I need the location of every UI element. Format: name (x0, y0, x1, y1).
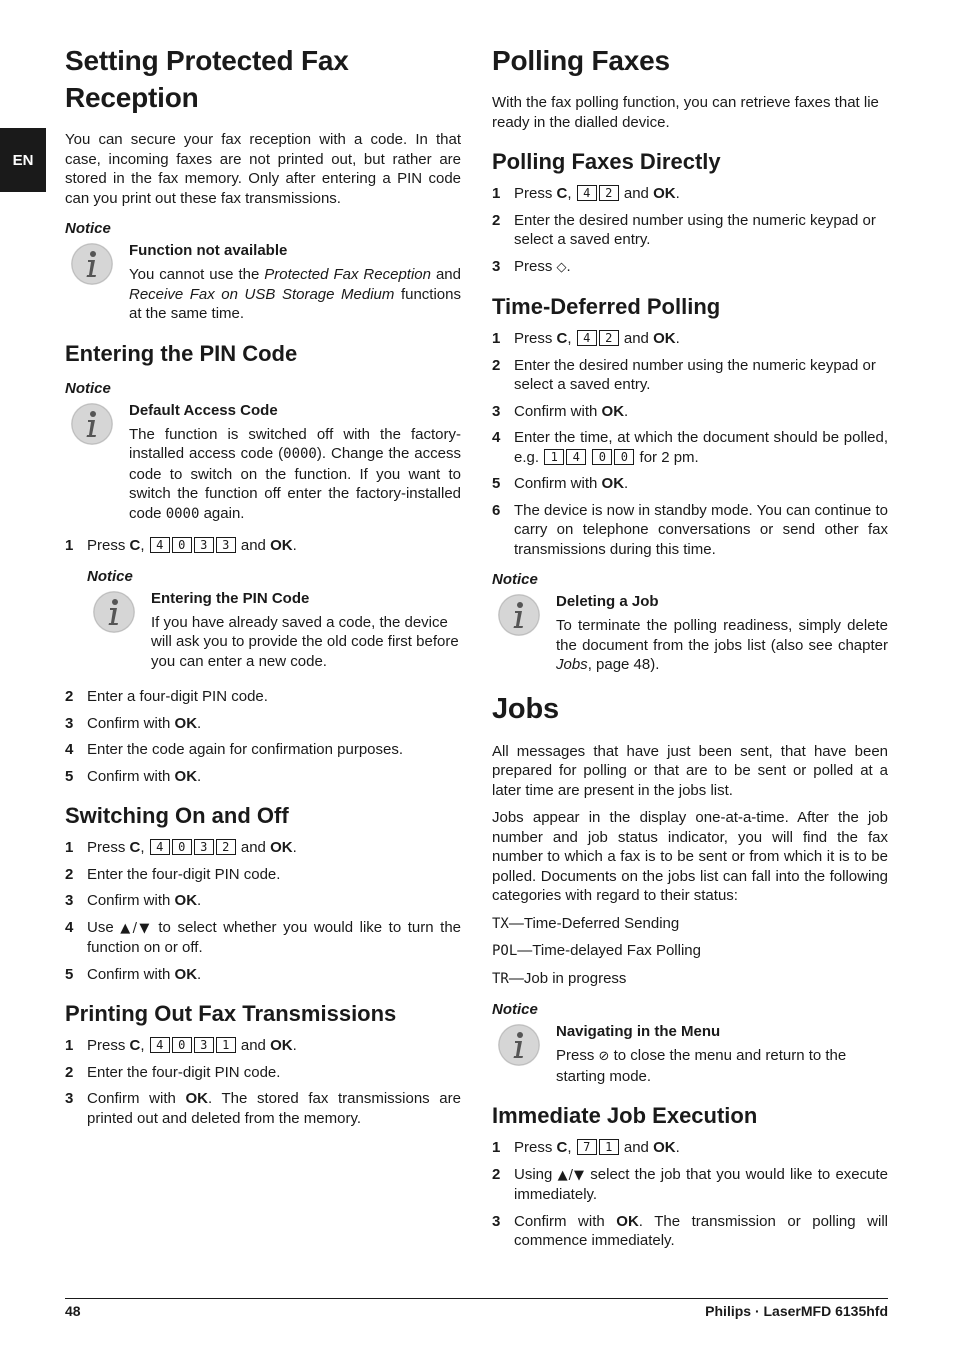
start-key-icon: ◇ (556, 259, 567, 275)
key-button: 2 (599, 185, 619, 201)
key-button: 4 (577, 185, 597, 201)
page-number: 48 (65, 1303, 81, 1319)
key-button: 3 (194, 537, 214, 553)
list-item: 2 Enter the desired number using the numeric keypad or select a saved entry. (492, 356, 876, 393)
key-button: 4 (150, 537, 170, 553)
notice-title: Default Access Code (129, 401, 278, 419)
footer-divider (65, 1298, 888, 1299)
list-item: 2 Enter the four-digit PIN code. (65, 865, 281, 883)
steps-time-deferred (492, 329, 888, 559)
heading-immediate-job: Immediate Job Execution (492, 1103, 758, 1128)
notice-body: Press ⊘ to close the menu and return to the starting mode. (556, 1047, 847, 1085)
key-button: 3 (216, 537, 236, 553)
steps-switching (65, 838, 461, 984)
heading-switching: Switching On and Off (65, 803, 289, 828)
notice-label: Notice (65, 220, 111, 237)
list-item: 1 Press C, 4 2 and OK. (492, 185, 680, 202)
steps-pin-1 (65, 536, 461, 556)
arrow-up-down-icon: ▲/▼ (557, 1167, 586, 1183)
list-item: 1 Press C, 4 0 3 2 and OK. (65, 839, 297, 856)
list-item: 5 Confirm with OK. (492, 475, 629, 492)
section-title-protected-fax: Setting Protected Fax Reception (65, 45, 349, 113)
status-pol: POL—Time-delayed Fax Polling (492, 942, 701, 959)
key-button: 1 (216, 1037, 236, 1053)
arrow-up-down-icon: ▲/▼ (120, 920, 152, 936)
list-item: 1 Press C, 4 2 and OK. (492, 330, 680, 347)
list-item: 3 Confirm with OK. The transmission or polling will commence immediately. (492, 1212, 888, 1249)
notice-function-not-available (65, 241, 461, 324)
list-item: 2 Enter the desired number using the numeric keypad or select a saved entry. (492, 211, 876, 248)
left-column (65, 42, 461, 1135)
info-icon (71, 403, 113, 445)
notice-title: Deleting a Job (556, 593, 659, 610)
list-item: 4 Enter the code again for confirmation purposes. (65, 741, 404, 758)
notice-body: You cannot use the Protected Fax Reception and Receive Fax on USB Storage Medium functions at the same time. (129, 266, 461, 322)
notice-title: Navigating in the Menu (556, 1023, 721, 1040)
key-button: 4 (577, 330, 597, 346)
list-item: 1 Press C, 7 1 and OK. (492, 1139, 680, 1156)
list-item: 3 Confirm with OK. (492, 402, 629, 420)
key-button: 4 (150, 1037, 170, 1053)
section-title-polling: Polling Faxes (492, 45, 670, 76)
list-item: 3 Confirm with OK. (65, 714, 202, 732)
status-tr: TR—Job in progress (492, 969, 627, 987)
key-button: 0 (172, 1037, 192, 1053)
section-title-jobs: Jobs (492, 692, 559, 725)
key-button: 3 (194, 839, 214, 855)
heading-entering-pin: Entering the PIN Code (65, 340, 298, 366)
list-item: 3 Confirm with OK. (65, 892, 202, 909)
list-item: 1 Press C, 4 0 3 3 and OK. (65, 537, 297, 554)
key-button: 1 (544, 449, 564, 465)
notice-body: To terminate the polling readiness, simply delete the document from the jobs list (also see chapter Jobs, page 48). (556, 617, 888, 673)
notice-label: Notice (87, 567, 133, 585)
heading-time-deferred: Time-Deferred Polling (492, 294, 721, 319)
notice-default-access-code (65, 401, 461, 525)
jobs-paragraph-1: All messages that have just been sent, that have been prepared for polling or that are to be sent or polled at a later time are present in the jobs list. (492, 742, 888, 799)
notice-navigating-menu (492, 1022, 888, 1086)
key-button: 2 (599, 330, 619, 346)
list-item: 2 Enter a four-digit PIN code. (65, 688, 268, 705)
list-item: 2 Using ▲/▼ select the job that you would like to execute immediately. (492, 1165, 888, 1203)
status-tx: TX—Time-Deferred Sending (492, 914, 680, 932)
info-icon (498, 1024, 540, 1066)
list-item: 5 Confirm with OK. (65, 767, 202, 785)
key-button: 1 (599, 1139, 619, 1155)
steps-polling-direct (492, 184, 888, 277)
steps-printing (65, 1036, 461, 1128)
list-item: 4 Enter the time, at which the document should be polled, e.g. 1 4 0 0 for 2 pm. (492, 429, 888, 466)
footer-product: Philips · LaserMFD 6135hfd (705, 1303, 888, 1319)
notice-title: Entering the PIN Code (151, 589, 310, 607)
notice-title: Function not available (129, 242, 288, 259)
notice-label: Notice (492, 571, 538, 588)
list-item: 3 Press ◇. (492, 257, 571, 275)
list-item: 5 Confirm with OK. (65, 965, 202, 983)
info-icon (498, 594, 540, 636)
language-tab: EN (0, 128, 46, 192)
notice-body: If you have already saved a code, the device will ask you to provide the old code first before you can enter a new code. (151, 613, 459, 670)
key-button: 4 (566, 449, 586, 465)
key-button: 0 (614, 449, 634, 465)
heading-polling-direct: Polling Faxes Directly (492, 149, 721, 174)
list-item: 6 The device is now in standby mode. You can continue to carry on telephone conversations or send other fax transmissions during this time. (492, 501, 888, 558)
steps-pin-2 (65, 687, 461, 786)
list-item: 1 Press C, 4 0 3 1 and OK. (65, 1037, 297, 1054)
notice-label: Notice (492, 1001, 538, 1018)
stop-key-icon: ⊘ (598, 1049, 610, 1064)
notice-deleting-job (492, 592, 888, 675)
key-button: 3 (194, 1037, 214, 1053)
key-button: 7 (577, 1139, 597, 1155)
key-button: 0 (592, 449, 612, 465)
right-column (492, 42, 888, 1258)
key-button: 0 (172, 537, 192, 553)
list-item: 4 Use ▲/▼ to select whether you would like to turn the function on or off. (65, 918, 462, 956)
steps-immediate-job (492, 1138, 888, 1251)
list-item: 3 Confirm with OK. The stored fax transmissions are printed out and deleted from the memory. (65, 1090, 461, 1127)
key-button: 4 (150, 839, 170, 855)
notice-entering-pin (87, 589, 461, 672)
key-button: 0 (172, 839, 192, 855)
notice-label: Notice (65, 379, 111, 397)
info-icon (93, 591, 135, 633)
polling-intro: With the fax polling function, you can retrieve faxes that lie ready in the dialled device. (492, 94, 879, 131)
jobs-paragraph-2: Jobs appear in the display one-at-a-time. After the job number and job status indicator, you will find the fax number to which a fax is to be sent or from which it is to be polled. Documents on the jobs list can fall into the following categories with regard to their status: (492, 809, 888, 904)
list-item: 2 Enter the four-digit PIN code. (65, 1063, 281, 1081)
notice-body: The function is switched off with the factory-installed access code (0000). Change the access code to switch on the function. If you want to switch the function off enter the factory-installed code 0000 again. (129, 425, 461, 522)
info-icon (71, 243, 113, 285)
heading-printing: Printing Out Fax Transmissions (65, 1001, 397, 1026)
key-button: 2 (216, 839, 236, 855)
intro-paragraph: You can secure your fax reception with a code. In that case, incoming faxes are not printed out, but rather are stored in the fax memory. Only after entering a PIN code can you print out these fax transmissions. (65, 131, 461, 207)
